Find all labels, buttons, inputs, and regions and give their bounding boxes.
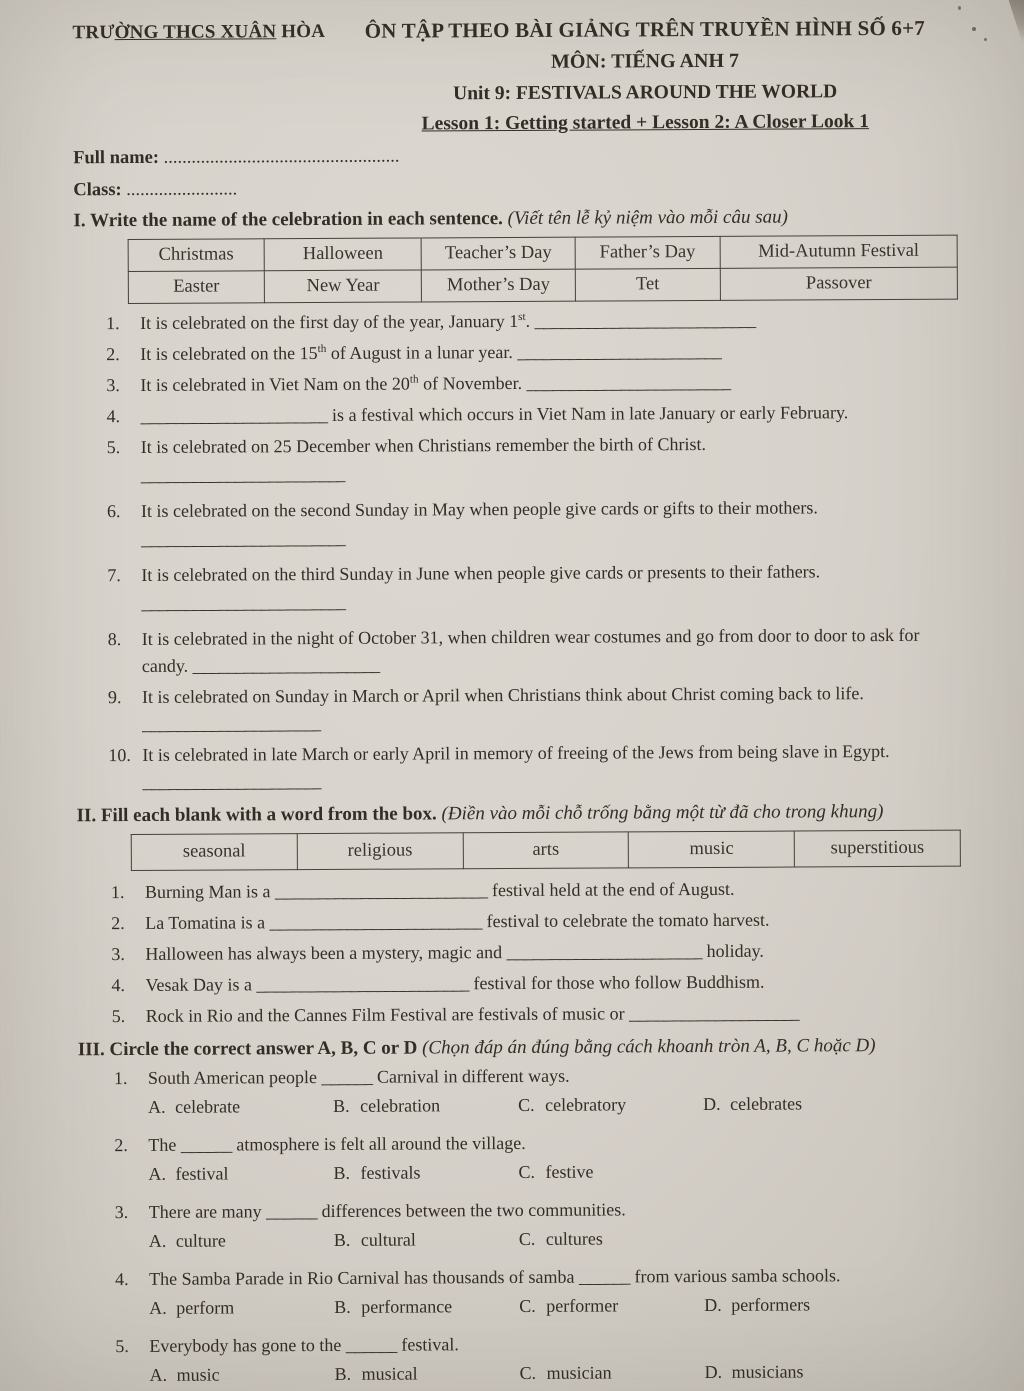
item-text: It is celebrated on 25 December when Christians remember the birth of Christ. [140, 433, 707, 457]
section-1-heading [73, 206, 965, 233]
full-name-label: Full name: [73, 147, 160, 169]
option [149, 1294, 334, 1322]
exercise1-item [106, 306, 966, 338]
option-letter: C. [518, 1161, 536, 1182]
question-body [149, 1195, 971, 1262]
option [518, 1091, 703, 1119]
answer-blank: ________________________ [141, 527, 346, 549]
answer-line [141, 586, 967, 617]
word-table-row [128, 235, 957, 271]
answer-blank: ______ [266, 1201, 318, 1222]
item-text: It is celebrated on Sunday in March or April when Christians think about Christ coming back to life. [141, 683, 864, 707]
answer-blank: _____________________ [142, 713, 321, 734]
section-2-note: (Điền vào mỗi chỗ trống bằng một từ đã cho trong khung) [441, 801, 884, 825]
class-label: Class: [73, 180, 122, 201]
answer-blank: ______ [578, 1266, 631, 1287]
answer-blank: _________________________ [269, 911, 483, 933]
option-letter: A. [149, 1297, 167, 1318]
section-1-items [74, 306, 969, 797]
question-number: 4. [114, 1269, 129, 1290]
mcq-question [115, 1262, 971, 1329]
option-text: musicians [731, 1361, 804, 1382]
question-text [149, 1262, 971, 1293]
section-3-note: (Chọn đáp án đúng bằng cách khoanh tròn A, B, C hoặc D) [422, 1035, 876, 1059]
item-number: 3. [106, 375, 120, 396]
question-text [149, 1329, 971, 1360]
item-body [141, 430, 967, 494]
question-text [149, 1195, 971, 1226]
exercise1-item [107, 494, 967, 559]
word-box-cell: religious [297, 833, 463, 870]
option-text: celebratory [545, 1094, 627, 1115]
item-body [140, 399, 966, 430]
item-number: 8. [107, 629, 122, 650]
options-row [148, 1157, 970, 1188]
word-box-cell: superstitious [794, 830, 960, 867]
school-name-part: TRƯ [72, 22, 115, 44]
full-name-dotted-line: ................................................... [163, 146, 400, 168]
option [704, 1358, 803, 1386]
mcq-question [115, 1195, 971, 1262]
item-body [142, 738, 968, 796]
question-body [149, 1329, 971, 1391]
school-name-underlined: ỜNG THCS XUÂN [114, 21, 277, 44]
item-number: 5. [111, 1006, 126, 1027]
answer-blank: ________________________ [140, 463, 345, 485]
option [519, 1359, 704, 1387]
item-body [140, 306, 966, 337]
item-text: It is celebrated on the first day of the year, January 1 [139, 310, 519, 333]
item-text: differences between the two communities. [317, 1199, 626, 1222]
option [334, 1360, 519, 1388]
option-text: festival [175, 1163, 229, 1184]
worksheet-title: ÔN TẬP THEO BÀI GIẢNG TRÊN TRUYỀN HÌNH SỐ 6+7 [364, 15, 926, 43]
option [518, 1159, 593, 1186]
option-letter: A. [149, 1364, 168, 1385]
option-letter: C. [519, 1295, 536, 1316]
item-body [145, 968, 969, 999]
answer-blank: ____________________ [629, 1002, 800, 1024]
celebration-word-cell: Tet [575, 268, 720, 301]
exercise2-item [111, 906, 969, 937]
option-text: festive [545, 1161, 594, 1182]
class-dotted-line: ........................ [126, 179, 238, 201]
section-3-heading [78, 1035, 970, 1062]
answer-blank: _______________________ [506, 941, 703, 963]
answer-blank: ________________________ [141, 591, 346, 613]
school-name-part: HÒA [276, 20, 326, 43]
item-number: 1. [105, 313, 120, 334]
answer-blank: _________________________ [274, 880, 488, 902]
item-body [142, 622, 968, 680]
item-number: 4. [106, 406, 121, 427]
item-body [141, 494, 967, 558]
options-row [149, 1224, 971, 1255]
answer-blank: ________________________ [526, 371, 731, 393]
exercise2-item [112, 999, 970, 1030]
options-row [149, 1358, 971, 1389]
option [334, 1226, 519, 1254]
answer-blank: ______ [321, 1066, 373, 1088]
item-text: It is celebrated on the 15 [140, 343, 318, 364]
item-body [140, 368, 966, 399]
item-text: of November. [418, 372, 527, 394]
option [704, 1291, 810, 1319]
section-3-questions [78, 1061, 972, 1391]
question-number: 1. [113, 1068, 128, 1089]
option-letter: D. [704, 1294, 722, 1316]
exercise2-item [111, 875, 969, 906]
item-body [145, 906, 969, 937]
option-letter: B. [333, 1095, 350, 1116]
item-number: 2. [106, 344, 120, 365]
celebrations-word-table [128, 235, 958, 304]
option [148, 1160, 333, 1188]
option-text: celebrate [175, 1096, 241, 1117]
option-letter: B. [334, 1296, 351, 1317]
word-table-row [128, 267, 957, 303]
exercise1-item [107, 430, 967, 495]
option-text: celebration [360, 1095, 441, 1116]
celebration-word-cell: Father’s Day [575, 236, 720, 269]
exercise1-item [108, 680, 968, 739]
exercise1-item [106, 368, 966, 400]
option-letter: C. [518, 1228, 536, 1249]
answer-blank: __________________________ [534, 309, 756, 331]
celebration-word-cell: Mid-Autumn Festival [720, 235, 957, 268]
option-letter: B. [334, 1363, 352, 1384]
exercise1-item [107, 558, 967, 623]
item-text: It is celebrated on the third Sunday in June when people give cards or presents to their fathers. [141, 561, 821, 585]
option-text: cultures [545, 1228, 603, 1249]
full-name-line [73, 144, 965, 170]
option-text: perform [176, 1297, 235, 1318]
option [148, 1093, 333, 1121]
class-line [73, 176, 965, 202]
answer-blank: ______________________ [192, 654, 380, 676]
item-number: 5. [106, 437, 121, 458]
item-text: Rock in Rio and the Cannes Film Festival are festivals of music or [145, 1003, 630, 1026]
option-letter: C. [519, 1362, 537, 1383]
option [149, 1227, 334, 1255]
item-number: 2. [111, 913, 125, 934]
item-text: La Tomatina is a [145, 912, 270, 933]
item-body [142, 680, 968, 738]
header [72, 10, 965, 138]
exercise1-item [106, 399, 966, 431]
question-text [148, 1061, 970, 1092]
item-text: festival for those who follow Buddhism. [468, 971, 765, 994]
answer-blank: _________________________ [256, 973, 470, 995]
exercise2-item [111, 937, 969, 968]
item-body [145, 937, 969, 968]
item-text: of August in a lunar year. [326, 341, 518, 363]
item-text: atmosphere is felt all around the village. [231, 1132, 526, 1155]
option-letter: A. [148, 1096, 166, 1117]
option-text: musician [546, 1362, 612, 1383]
celebration-word-cell: Teacher’s Day [422, 237, 576, 270]
section-1-note: (Viết tên lễ kỷ niệm vào mỗi câu sau) [507, 206, 788, 230]
item-text: It is celebrated in late March or early April in memory of freeing of the Jews from being slave in Egypt. [142, 741, 890, 765]
mcq-question [114, 1061, 970, 1128]
item-text: Carnival in different ways. [372, 1065, 570, 1087]
option-text: celebrates [730, 1093, 803, 1114]
item-text: The [148, 1134, 181, 1155]
word-box-cell: arts [463, 832, 629, 869]
title-block [325, 10, 965, 136]
section-3-title: III. Circle the correct answer A, B, C or D [77, 1037, 418, 1061]
item-text: . [525, 310, 535, 331]
answer-blank: ______ [345, 1334, 397, 1355]
item-text: Burning Man is a [144, 881, 276, 902]
option [519, 1226, 603, 1253]
item-number: 4. [111, 975, 126, 996]
option-text: culture [175, 1230, 226, 1251]
option-text: performer [546, 1295, 619, 1316]
item-text: South American people [147, 1067, 322, 1088]
item-text: The Samba Parade in Rio Carnival has thousands of samba [148, 1266, 580, 1289]
option-text: music [176, 1364, 220, 1385]
question-number: 2. [114, 1135, 128, 1156]
item-text: Everybody has gone to the [149, 1334, 346, 1356]
item-text: holiday. [702, 940, 764, 962]
fill-blank-word-box [131, 830, 961, 871]
answer-blank: ______ [180, 1134, 232, 1155]
option [519, 1292, 704, 1320]
celebration-word-cell: Mother’s Day [422, 269, 576, 302]
option [333, 1159, 518, 1187]
answer-line [141, 522, 967, 553]
school-name [72, 13, 325, 44]
item-body [141, 558, 967, 622]
section-2-title: II. Fill each blank with a word from the box. [76, 803, 437, 827]
exercise1-item [108, 738, 968, 797]
item-text: festival held at the end of August. [487, 878, 735, 901]
question-number: 5. [115, 1336, 129, 1357]
option-text: cultural [360, 1229, 416, 1250]
options-row [148, 1090, 970, 1121]
section-2-heading [77, 801, 969, 828]
answer-blank: _____________________ [142, 771, 321, 792]
answer-line [141, 458, 967, 489]
exercise1-item [106, 337, 966, 369]
subject-title: MÔN: TIẾNG ANH 7 [550, 49, 740, 73]
option [703, 1090, 802, 1118]
question-body [148, 1128, 970, 1195]
question-text [148, 1128, 970, 1159]
option-letter: B. [333, 1162, 351, 1183]
option-text: performers [731, 1294, 811, 1315]
option-letter: C. [518, 1094, 535, 1115]
answer-blank: ______________________ [140, 404, 328, 426]
option [333, 1092, 518, 1120]
item-text: There are many [148, 1201, 267, 1222]
celebration-word-cell: Christmas [128, 239, 264, 272]
word-table-row [131, 830, 960, 870]
item-text: is a festival which occurs in Viet Nam in late January or early February. [327, 402, 849, 425]
exercise2-item [111, 968, 969, 999]
item-body [145, 875, 969, 906]
celebration-word-cell: Halloween [264, 238, 422, 271]
unit-title: Unit 9: FESTIVALS AROUND THE WORLD [453, 81, 838, 105]
superscript-text: th [409, 373, 419, 386]
superscript-text: th [317, 342, 327, 356]
item-number: 1. [110, 882, 125, 903]
section-2-items [77, 875, 970, 1031]
option [149, 1361, 334, 1389]
option-text: performance [361, 1296, 453, 1317]
lesson-title: Lesson 1: Getting started + Lesson 2: A Closer Look 1 [421, 111, 870, 135]
option-letter: A. [148, 1163, 167, 1184]
celebration-word-cell: New Year [264, 270, 422, 303]
question-body [149, 1262, 971, 1329]
word-box-cell: music [629, 831, 795, 868]
item-text: festival to celebrate the tomato harvest. [482, 909, 770, 932]
option-text: festivals [360, 1162, 421, 1183]
option-letter: B. [333, 1229, 351, 1250]
option-text: musical [361, 1363, 418, 1384]
section-1-title: I. Write the name of the celebration in each sentence. [73, 208, 503, 232]
item-number: 10. [108, 744, 131, 766]
item-text: It is celebrated on the second Sunday in May when people give cards or gifts to their mothers. [140, 497, 818, 521]
exercise1-item [108, 622, 968, 681]
word-box-cell: seasonal [131, 834, 297, 871]
item-number: 7. [107, 565, 121, 586]
item-body [146, 999, 970, 1030]
item-text: Halloween has always been a mystery, magic and [145, 942, 507, 964]
answer-blank: ________________________ [517, 340, 722, 362]
option [334, 1293, 519, 1321]
item-text: It is celebrated in the night of October 31, when children wear costumes and go from door to door to ask for candy. [141, 624, 920, 676]
option-letter: D. [703, 1093, 721, 1115]
item-text: from various samba schools. [629, 1265, 841, 1287]
celebration-word-cell: Easter [128, 271, 264, 304]
option-letter: A. [148, 1230, 167, 1251]
options-row [149, 1291, 971, 1322]
question-body [148, 1061, 970, 1128]
option-letter: D. [704, 1361, 723, 1383]
item-text: It is celebrated in Viet Nam on the 20 [140, 373, 410, 395]
item-text: festival. [396, 1334, 459, 1355]
item-text: Vesak Day is a [145, 974, 257, 995]
item-number: 6. [106, 501, 121, 522]
mcq-question [114, 1128, 970, 1195]
question-number: 3. [114, 1202, 129, 1223]
celebration-word-cell: Passover [720, 267, 957, 300]
superscript-text: st [518, 310, 526, 323]
item-body [140, 337, 966, 368]
item-number: 3. [111, 944, 125, 965]
item-number: 9. [107, 687, 122, 708]
mcq-question [115, 1329, 971, 1391]
